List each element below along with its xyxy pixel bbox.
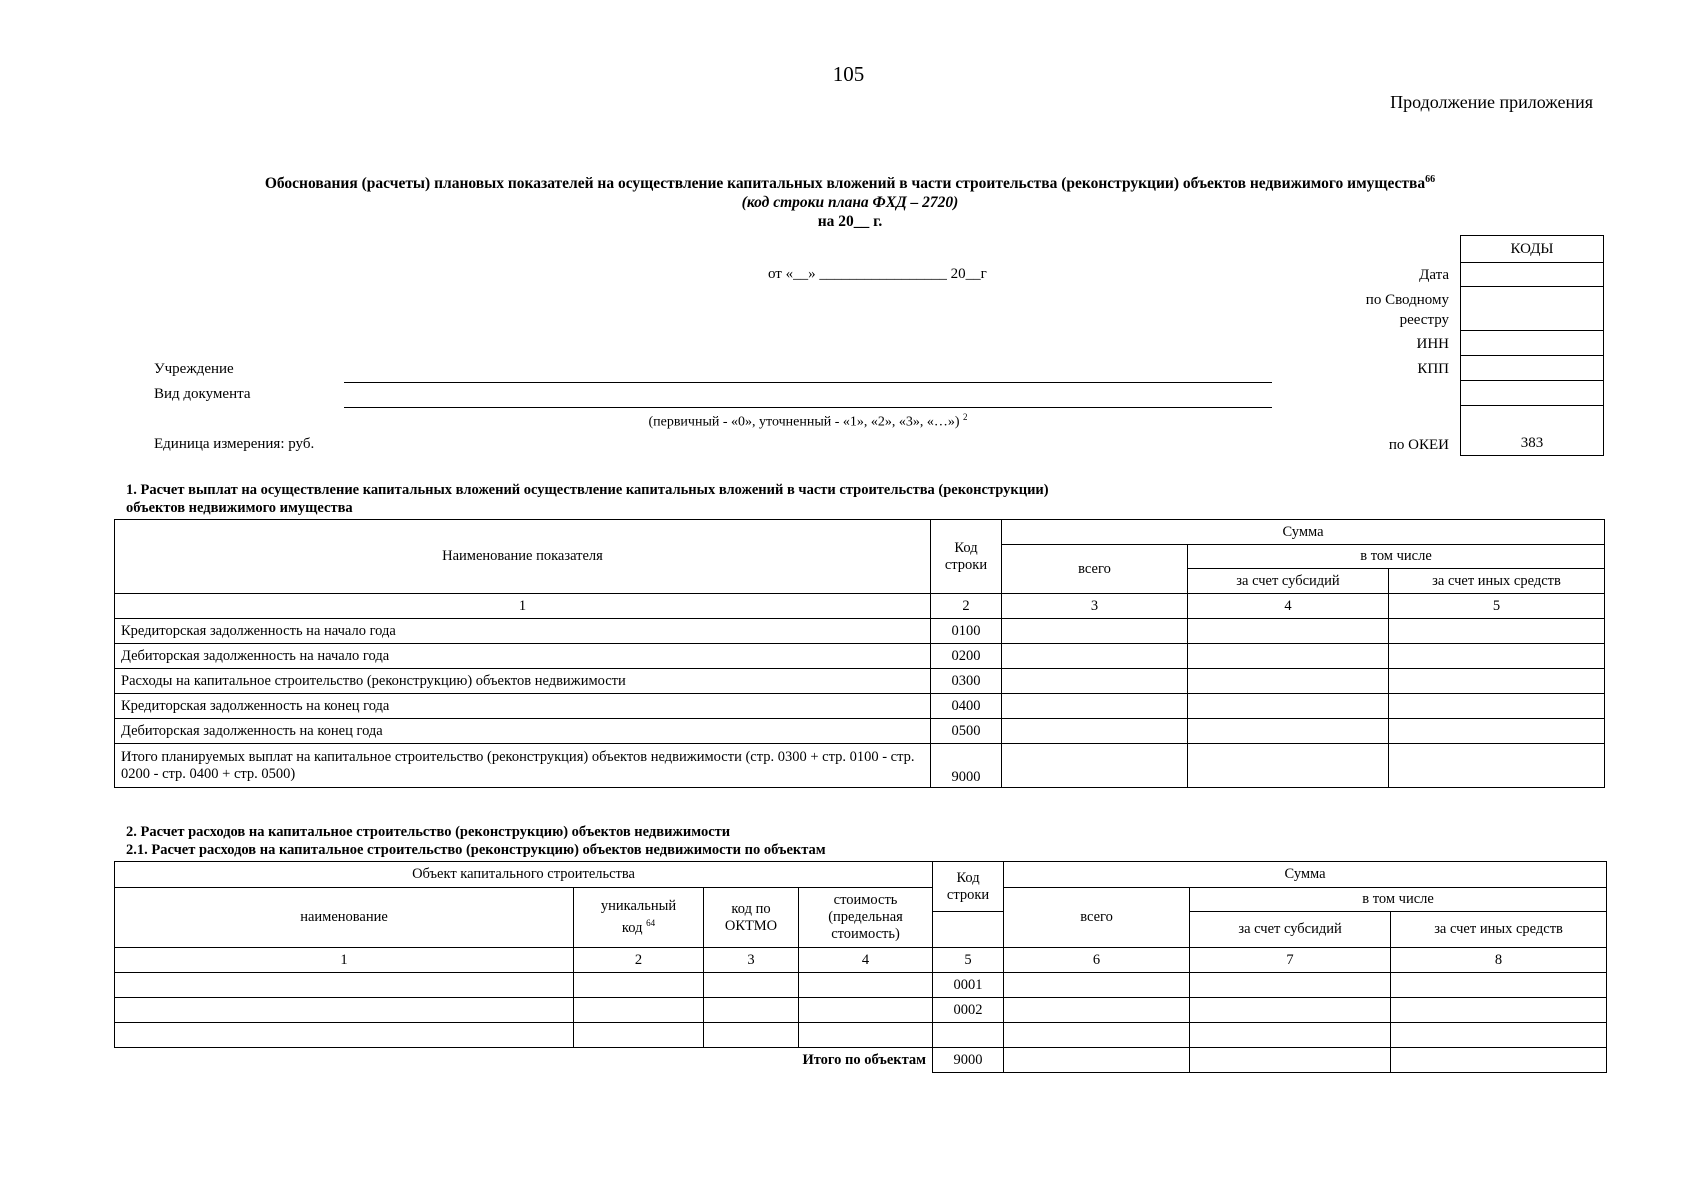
date-line[interactable]: от «__» _________________ 20__г: [768, 266, 987, 282]
cell-subsidies[interactable]: [1188, 694, 1389, 719]
row-name: Дебиторская задолженность на начало года: [115, 644, 931, 669]
section1-table: [114, 519, 1605, 788]
section2-title-line: 2. Расчет расходов на капитальное строительство (реконструкцию) объектов недвижимости: [126, 824, 731, 840]
header-cost-1: стоимость: [833, 892, 898, 908]
cell-unique-code[interactable]: [574, 973, 704, 998]
section2-subtitle-line: 2.1. Расчет расходов на капитальное строительство (реконструкцию) объектов недвижимости по объектам: [126, 842, 826, 858]
header-total: всего: [1004, 888, 1190, 948]
cell-unique-code[interactable]: [574, 998, 704, 1023]
col-number: 3: [704, 948, 799, 973]
header-sum: Сумма: [1002, 520, 1605, 545]
row-name: Дебиторская задолженность на конец года: [115, 719, 931, 744]
cell-object-name[interactable]: [115, 973, 574, 998]
header-total: всего: [1002, 545, 1188, 594]
cell-total[interactable]: [1004, 1048, 1190, 1073]
cell-total[interactable]: [1002, 644, 1188, 669]
cell-cost[interactable]: [799, 973, 933, 998]
cell-oktmo[interactable]: [704, 1023, 799, 1048]
table-row: [115, 619, 1605, 644]
continuation-note: Продолжение приложения: [1390, 92, 1593, 112]
label-okei: по ОКЕИ: [1388, 437, 1449, 453]
header-including: в том числе: [1188, 545, 1605, 569]
cell-total[interactable]: [1002, 744, 1188, 788]
doc-type-note-text: (первичный - «0», уточненный - «1», «2», «3», «…»): [648, 414, 960, 430]
cell-other[interactable]: [1391, 1023, 1607, 1048]
unit-label: Единица измерения: руб.: [154, 436, 315, 452]
table-row: [115, 644, 1605, 669]
table-row: [115, 973, 1607, 998]
cell-total[interactable]: [1002, 719, 1188, 744]
label-date: Дата: [1419, 267, 1449, 283]
cell-subsidies[interactable]: [1190, 973, 1391, 998]
header-name: Наименование показателя: [115, 520, 931, 594]
title-main: Обоснования (расчеты) плановых показателей на осуществление капитальных вложений в части строительства (реконструкции) объектов недвижимого имущества: [264, 175, 1426, 193]
row-name: Расходы на капитальное строительство (реконструкцию) объектов недвижимости: [115, 669, 931, 694]
col-number: 1: [115, 948, 574, 973]
header-object: Объект капитального строительства: [115, 862, 933, 888]
label-registry-1: по Сводному: [1365, 292, 1449, 308]
header-cost: [799, 888, 933, 948]
table-row-total: [115, 1048, 1607, 1073]
codes-table: [1460, 235, 1604, 456]
section2-title: [126, 823, 826, 859]
cell-other[interactable]: [1389, 669, 1605, 694]
doc-type-note-footnote: 2: [963, 412, 968, 422]
header-unique-code-2: код: [621, 919, 643, 936]
document-title: [100, 170, 1600, 231]
table-row: [115, 998, 1607, 1023]
row-name: Кредиторская задолженность на конец года: [115, 694, 931, 719]
header-including: в том числе: [1190, 888, 1607, 912]
col-number: 5: [1389, 594, 1605, 619]
row-code: 0001: [933, 973, 1004, 998]
header-code: [931, 520, 1002, 594]
col-number: 8: [1391, 948, 1607, 973]
section2-table: [114, 861, 1607, 1073]
cell-subsidies[interactable]: [1188, 744, 1389, 788]
title-year: на 20__ г.: [817, 213, 883, 231]
cell-other[interactable]: [1391, 1048, 1607, 1073]
cell-other[interactable]: [1389, 744, 1605, 788]
col-number: 6: [1004, 948, 1190, 973]
row-code: [933, 1023, 1004, 1048]
cell-oktmo[interactable]: [704, 973, 799, 998]
col-number: 2: [574, 948, 704, 973]
row-code: 0200: [931, 644, 1002, 669]
table-row-total: [115, 744, 1605, 788]
institution-label: Учреждение: [154, 361, 234, 377]
header-code-1: Код: [954, 539, 978, 556]
label-kpp: КПП: [1417, 361, 1449, 377]
header-sum: Сумма: [1004, 862, 1607, 888]
kpp-code-cell[interactable]: [1461, 356, 1604, 381]
row-code: 0400: [931, 694, 1002, 719]
header-cost-3: стоимость): [831, 926, 900, 942]
header-oktmo: [704, 888, 799, 948]
header-oktmo-1: код по: [731, 900, 771, 917]
cell-other[interactable]: [1389, 719, 1605, 744]
col-number: 3: [1002, 594, 1188, 619]
cell-subsidies[interactable]: [1190, 1048, 1391, 1073]
col-number: 4: [799, 948, 933, 973]
cell-subsidies[interactable]: [1188, 644, 1389, 669]
col-number: 5: [933, 948, 1004, 973]
registry-code-cell[interactable]: [1461, 287, 1604, 331]
header-code-continued: [933, 912, 1004, 948]
header-unique-code-1: уникальный: [600, 898, 677, 915]
row-name: Кредиторская задолженность на начало года: [115, 619, 931, 644]
row-code: 9000: [933, 1048, 1004, 1073]
row-name: Итого планируемых выплат на капитальное строительство (реконструкция) объектов недвижимости (стр. 0300 + стр. 0100 - стр. 0200 - стр. 0400 + стр. 0500): [115, 744, 931, 788]
header-code: [933, 862, 1004, 912]
title-subtitle: (код строки плана ФХД – 2720): [741, 194, 959, 212]
table-row: [115, 694, 1605, 719]
header-cost-2: (предельная: [828, 909, 903, 925]
header-oktmo-2: ОКТМО: [724, 917, 778, 934]
header-code-1: Код: [956, 869, 980, 886]
doc-type-note: [344, 412, 1272, 431]
institution-line[interactable]: [344, 382, 1272, 383]
table-row: [115, 1023, 1607, 1048]
cell-cost[interactable]: [799, 998, 933, 1023]
cell-total[interactable]: [1004, 1023, 1190, 1048]
label-inn: ИНН: [1416, 336, 1449, 352]
inn-code-cell[interactable]: [1461, 331, 1604, 356]
doc-type-code-cell[interactable]: [1461, 381, 1604, 406]
header-unique-code: [574, 888, 704, 948]
cell-subsidies[interactable]: [1188, 719, 1389, 744]
col-number: 7: [1190, 948, 1391, 973]
table-row: [115, 719, 1605, 744]
section1-title: [126, 481, 1049, 517]
cell-total[interactable]: [1002, 694, 1188, 719]
header-other: за счет иных средств: [1389, 569, 1605, 594]
row-code: 0100: [931, 619, 1002, 644]
section1-title-line1: 1. Расчет выплат на осуществление капитальных вложений осуществление капитальных вложений в части строительства (реконструкции): [126, 482, 1049, 498]
header-unique-code-footnote: 64: [646, 918, 656, 929]
row-code: 0002: [933, 998, 1004, 1023]
cell-unique-code[interactable]: [574, 1023, 704, 1048]
cell-cost[interactable]: [799, 1023, 933, 1048]
cell-total[interactable]: [1002, 619, 1188, 644]
header-code-2: строки: [944, 556, 988, 573]
col-number: 2: [931, 594, 1002, 619]
cell-other[interactable]: [1391, 973, 1607, 998]
cell-total[interactable]: [1004, 973, 1190, 998]
cell-other[interactable]: [1389, 644, 1605, 669]
row-code: 9000: [931, 744, 1002, 788]
doc-type-label: Вид документа: [154, 386, 251, 402]
cell-total[interactable]: [1002, 669, 1188, 694]
cell-other[interactable]: [1391, 998, 1607, 1023]
okei-code-cell: 383: [1461, 406, 1604, 456]
header-object-name: наименование: [115, 888, 574, 948]
label-registry-2: реестру: [1399, 312, 1449, 328]
section1-title-line2: объектов недвижимого имущества: [126, 500, 353, 516]
total-label: Итого по объектам: [802, 1051, 927, 1068]
header-other: за счет иных средств: [1391, 912, 1607, 948]
header-subsidies: за счет субсидий: [1188, 569, 1389, 594]
cell-subsidies[interactable]: [1188, 669, 1389, 694]
cell-subsidies[interactable]: [1188, 619, 1389, 644]
codes-header: КОДЫ: [1461, 236, 1604, 263]
cell-total[interactable]: [1004, 998, 1190, 1023]
cell-subsidies[interactable]: [1190, 1023, 1391, 1048]
cell-oktmo[interactable]: [704, 998, 799, 1023]
table-row: [115, 669, 1605, 694]
cell-other[interactable]: [1389, 694, 1605, 719]
cell-subsidies[interactable]: [1190, 998, 1391, 1023]
doc-type-line[interactable]: [344, 407, 1272, 408]
header-code-2: строки: [946, 886, 990, 903]
cell-object-name[interactable]: [115, 998, 574, 1023]
title-footnote: 66: [1425, 174, 1436, 185]
row-code: 0500: [931, 719, 1002, 744]
col-number: 4: [1188, 594, 1389, 619]
page-number: 105: [832, 62, 865, 86]
cell-other[interactable]: [1389, 619, 1605, 644]
date-code-cell[interactable]: [1461, 263, 1604, 287]
col-number: 1: [115, 594, 931, 619]
cell-object-name[interactable]: [115, 1023, 574, 1048]
row-code: 0300: [931, 669, 1002, 694]
header-subsidies: за счет субсидий: [1190, 912, 1391, 948]
